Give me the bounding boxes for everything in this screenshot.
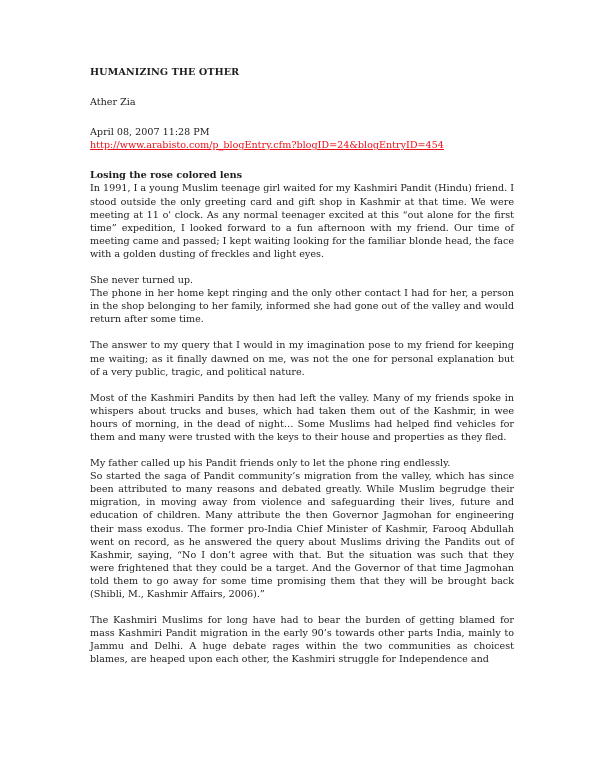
document-page [90,66,514,666]
article-author: Ather Zia [90,97,136,109]
paragraph-never-turned-up: She never turned up. [90,275,194,287]
paragraph-phone: The phone in her home kept ringing and the only other contact I had for her, a person in the shop belonging to her family, informed she had gone out of the valley and would return after some time. [90,288,514,326]
paragraph-saga: So started the saga of Pandit community’s migration from the valley, which has since been attributed to many reasons and debated greatly. While Muslim begrudge their migration, in moving away from violence and safeguarding their lives, future and education of children. Many attribute the then Governor Jagmohan for engineering their mass exodus. The former pro-India Chief Minister of Kashmir, Farooq Abdullah went on record, as he answered the query about Muslims driving the Pandits out of Kashmir, saying, “No I don’t agree with that. But the situation was such that they were frightened that they could be a target. And the Governor of that time Jagmohan told them to go away for some time promising them that they will be brought back (Shibli, M., Kashmir Affairs, 2006).” [90,471,514,600]
paragraph-answer: The answer to my query that I would in my imagination pose to my friend for keeping me waiting; as it finally dawned on me, was not the one for personal explanation but of a very public, tragic, and political nature. [90,340,514,378]
paragraph-pandits-left: Most of the Kashmiri Pandits by then had left the valley. Many of my friends spoke in whispers about trucks and buses, which had taken them out of the Kashmir, in wee hours of morning, in the dead of night… Some Muslims had helped find vehicles for them and many were trusted with the keys to their house and properties as they fled. [90,392,514,443]
article-title: HUMANIZING THE OTHER [90,67,240,78]
section-heading: Losing the rose colored lens [90,170,242,182]
paragraph-father-called: My father called up his Pandit friends only to let the phone ring endlessly. [90,458,451,470]
source-url-link[interactable]: http://www.arabisto.com/p_blogEntry.cfm?blogID=24&blogEntryID=454 [90,140,444,152]
paragraph-meeting: In 1991, I a young Muslim teenage girl waited for my Kashmiri Pandit (Hindu) friend. I stood outside the only greeting card and gift shop in Kashmir at that time. We were meeting at 11 o' clock. As any normal teenager excited at this “out alone for the first time” expedition, I looked forward to a fun afternoon with my friend. Our time of meeting came and passed; I kept waiting looking for the familiar blonde head, the face with a golden dusting of freckles and light eyes. [90,183,514,260]
article-date: April 08, 2007 11:28 PM [90,127,210,139]
paragraph-burden: The Kashmiri Muslims for long have had to bear the burden of getting blamed for mass Kashmiri Pandit migration in the early 90’s towards other parts India, mainly to Jammu and Delhi. A huge debate rages within the two communities as choicest blames, are heaped upon each other, the Kashmiri struggle for Independence and [90,615,514,666]
